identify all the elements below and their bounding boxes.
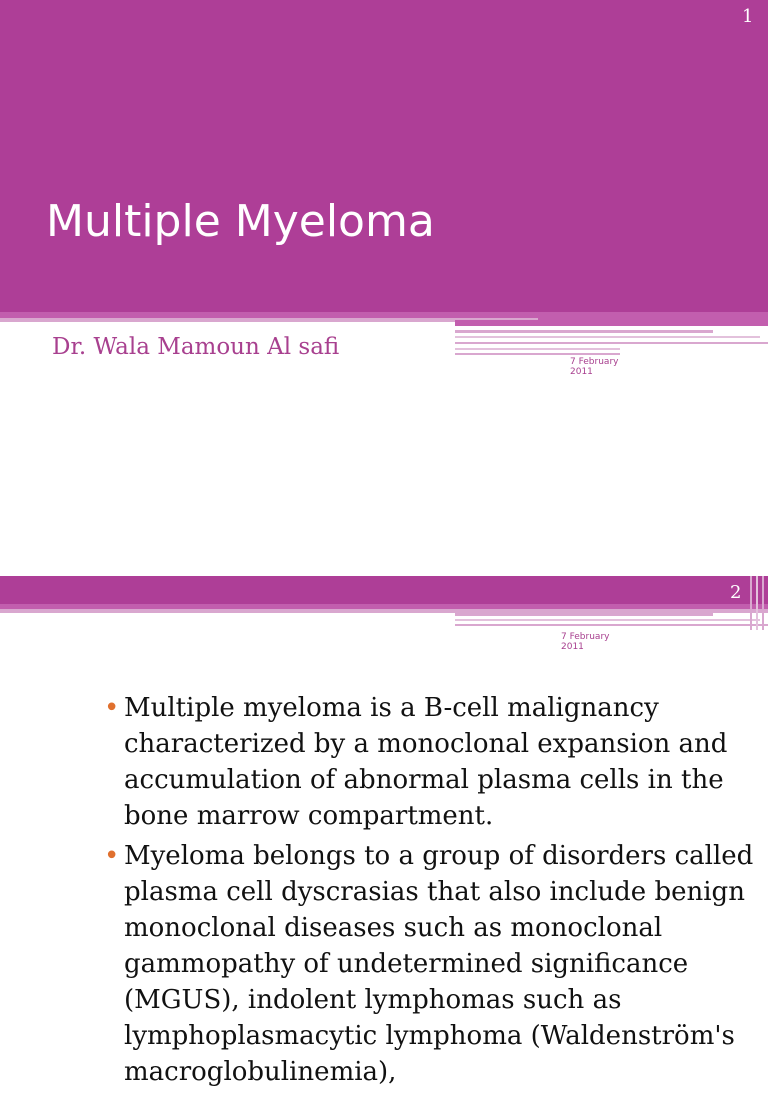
slide-date bbox=[570, 357, 640, 377]
title-band bbox=[0, 0, 768, 312]
decorative-stripes bbox=[450, 312, 768, 360]
decorative-stripes bbox=[450, 576, 768, 630]
slide-number: 2 bbox=[730, 582, 742, 603]
bullet-icon: • bbox=[104, 693, 120, 723]
bullet-icon: • bbox=[104, 841, 120, 871]
slide-title: Multiple Myeloma bbox=[46, 196, 435, 247]
list-item bbox=[104, 838, 764, 1090]
slide-number: 1 bbox=[742, 6, 754, 27]
list-item bbox=[104, 690, 764, 834]
bullet-text: Myeloma belongs to a group of disorders called plasma cell dyscrasias that also include benign monoclonal diseases such as monoclonal gammopathy of undetermined significance (MGUS), indolent lymphomas such as lymphoplasmacytic lymphoma (Waldenström's macroglobulinemia), bbox=[124, 841, 754, 1087]
date-line-1: 7 February bbox=[570, 357, 619, 367]
date-line-2: 2011 bbox=[561, 642, 584, 652]
bullet-list bbox=[104, 690, 764, 1094]
bullet-text: Multiple myeloma is a B-cell malignancy characterized by a monoclonal expansion and accumulation of abnormal plasma cells in the bone marrow compartment. bbox=[124, 693, 728, 831]
date-line-2: 2011 bbox=[570, 367, 593, 377]
content-slide bbox=[0, 576, 768, 1087]
slide-subtitle: Dr. Wala Mamoun Al safi bbox=[52, 334, 340, 360]
date-line-1: 7 February bbox=[561, 632, 610, 642]
slide-date bbox=[561, 632, 631, 652]
